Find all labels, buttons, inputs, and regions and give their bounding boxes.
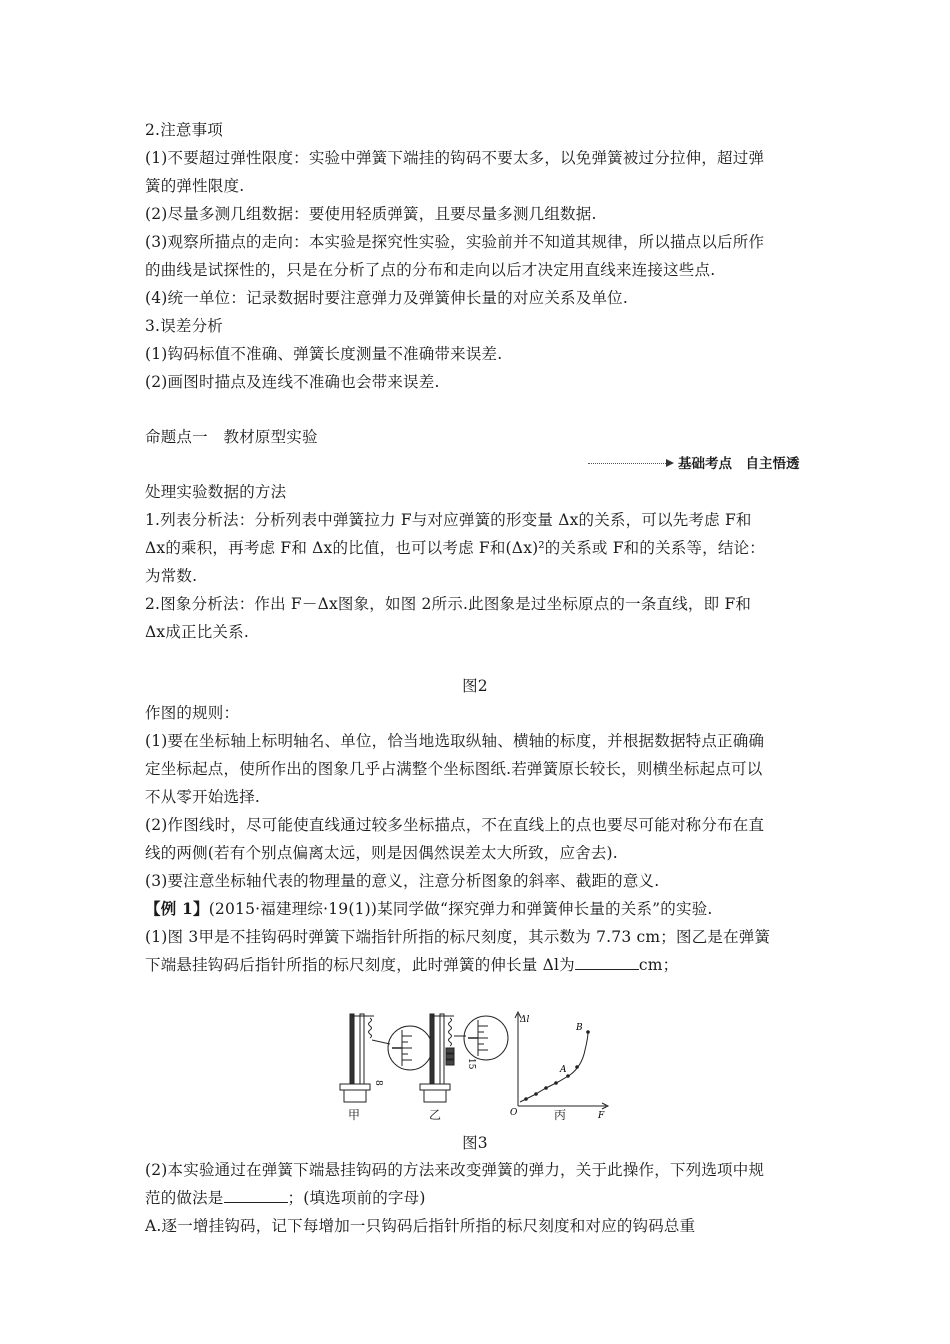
text-line: [145, 955, 815, 975]
point-a-label: A: [560, 1065, 567, 1075]
axis-label-y: Δl: [520, 1015, 530, 1025]
point-b-label: B: [576, 1023, 583, 1033]
text-line: 1.列表分析法：分析列表中弹簧拉力 F与对应弹簧的形变量 Δx的关系，可以先考虑 F和: [145, 511, 752, 529]
unit-text: cm；: [638, 956, 679, 974]
figure-3-drawing: [330, 1010, 630, 1120]
text-line: 作图的规则：: [145, 704, 240, 722]
text-line: (3)要注意坐标轴代表的物理量的意义，注意分析图象的斜率、截距的意义.: [145, 872, 660, 890]
topic-tag: [588, 454, 818, 474]
scale-number-yi: 15: [466, 1058, 476, 1070]
graph-points: [524, 1030, 590, 1101]
text-line: (1)不要超过弹性限度：实验中弹簧下端挂的钩码不要太多，以免弹簧被过分拉伸，超过弹: [145, 149, 765, 167]
scale-number-jia: 8: [373, 1080, 383, 1086]
text-line: (4)统一单位：记录数据时要注意弹力及弹簧伸长量的对应关系及单位.: [145, 289, 628, 307]
text-line: 处理实验数据的方法: [145, 483, 287, 501]
apparatus-yi: [420, 1014, 508, 1102]
answer-blank[interactable]: [224, 1188, 288, 1203]
tag-label: 基础考点 自主悟透: [678, 456, 800, 472]
text-line: 2.图象分析法：作出 F－Δx图象，如图 2所示.此图象是过坐标原点的一条直线，即 F和: [145, 595, 752, 613]
origin-label: O: [510, 1108, 518, 1118]
text-line: [145, 1188, 815, 1208]
axis-label-x: F: [598, 1111, 605, 1120]
text-line: (2)作图线时，尽可能使直线通过较多坐标描点，不在直线上的点也要尽可能对称分布在直: [145, 816, 765, 834]
sub-label-bing: 丙: [554, 1108, 567, 1122]
text-line: (3)观察所描点的走向：本实验是探究性实验，实验前并不知道其规律，所以描点以后所作: [145, 233, 765, 251]
example-label: 【例 1】: [145, 899, 209, 918]
section-heading-errors: 3.误差分析: [145, 317, 223, 335]
answer-blank[interactable]: [575, 955, 639, 970]
text-line: (2)本实验通过在弹簧下端悬挂钩码的方法来改变弹簧的弹力，关于此操作，下列选项中规: [145, 1161, 765, 1179]
question-text: 下端悬挂钩码后指针所指的标尺刻度，此时弹簧的伸长量 Δl为: [145, 956, 575, 974]
text-line: (1)钩码标值不准确、弹簧长度测量不准确带来误差.: [145, 345, 503, 363]
sub-label-yi: 乙: [429, 1108, 442, 1122]
text-line: 为常数.: [145, 567, 198, 585]
figure-3: [330, 1010, 630, 1120]
example-source: (2015·福建理综·19(1))某同学做“探究弹力和弹簧伸长量的关系”的实验.: [208, 900, 713, 918]
text-line: (2)尽量多测几组数据：要使用轻质弹簧，且要尽量多测几组数据.: [145, 205, 597, 223]
text-line: (1)图 3甲是不挂钩码时弹簧下端指针所指的标尺刻度，其示数为 7.73 cm；图乙是在弹簧: [145, 928, 771, 946]
text-line: 簧的弹性限度.: [145, 177, 245, 195]
option-a: A.逐一增挂钩码，记下每增加一只钩码后指针所指的标尺刻度和对应的钩码总重: [145, 1217, 696, 1235]
graph-bing: [515, 1012, 608, 1109]
arrow-right-icon: [666, 459, 674, 467]
section-heading-notes: 2.注意事项: [145, 121, 223, 139]
instruction-text: ；(填选项前的字母): [287, 1189, 426, 1207]
figure-3-caption: 图3: [462, 1134, 488, 1152]
question-text: 范的做法是: [145, 1189, 224, 1207]
text-line: 线的两侧(若有个别点偏离太远，则是因偶然误差太大所致，应舍去).: [145, 844, 618, 862]
text-line: 不从零开始选择.: [145, 788, 261, 806]
sub-label-jia: 甲: [348, 1108, 361, 1122]
topic-heading: 命题点一 教材原型实验: [145, 428, 318, 446]
apparatus-jia: [340, 1014, 432, 1102]
figure-2-caption: 图2: [462, 677, 488, 695]
tag-dotted-line: [588, 463, 666, 464]
text-line: 定坐标起点，使所作出的图象几乎占满整个坐标图纸.若弹簧原长较长，则横坐标起点可以: [145, 760, 763, 778]
text-line: (1)要在坐标轴上标明轴名、单位，恰当地选取纵轴、横轴的标度，并根据数据特点正确确: [145, 732, 765, 750]
text-line: (2)画图时描点及连线不准确也会带来误差.: [145, 373, 440, 391]
text-line: 的曲线是试探性的，只是在分析了点的分布和走向以后才决定用直线来连接这些点.: [145, 261, 716, 279]
example-heading: [145, 899, 815, 919]
text-line: Δx成正比关系.: [145, 623, 249, 641]
text-line: Δx的乘积，再考虑 F和 Δx的比值，也可以考虑 F和(Δx)²的关系或 F和的关系等，结论：: [145, 539, 765, 557]
